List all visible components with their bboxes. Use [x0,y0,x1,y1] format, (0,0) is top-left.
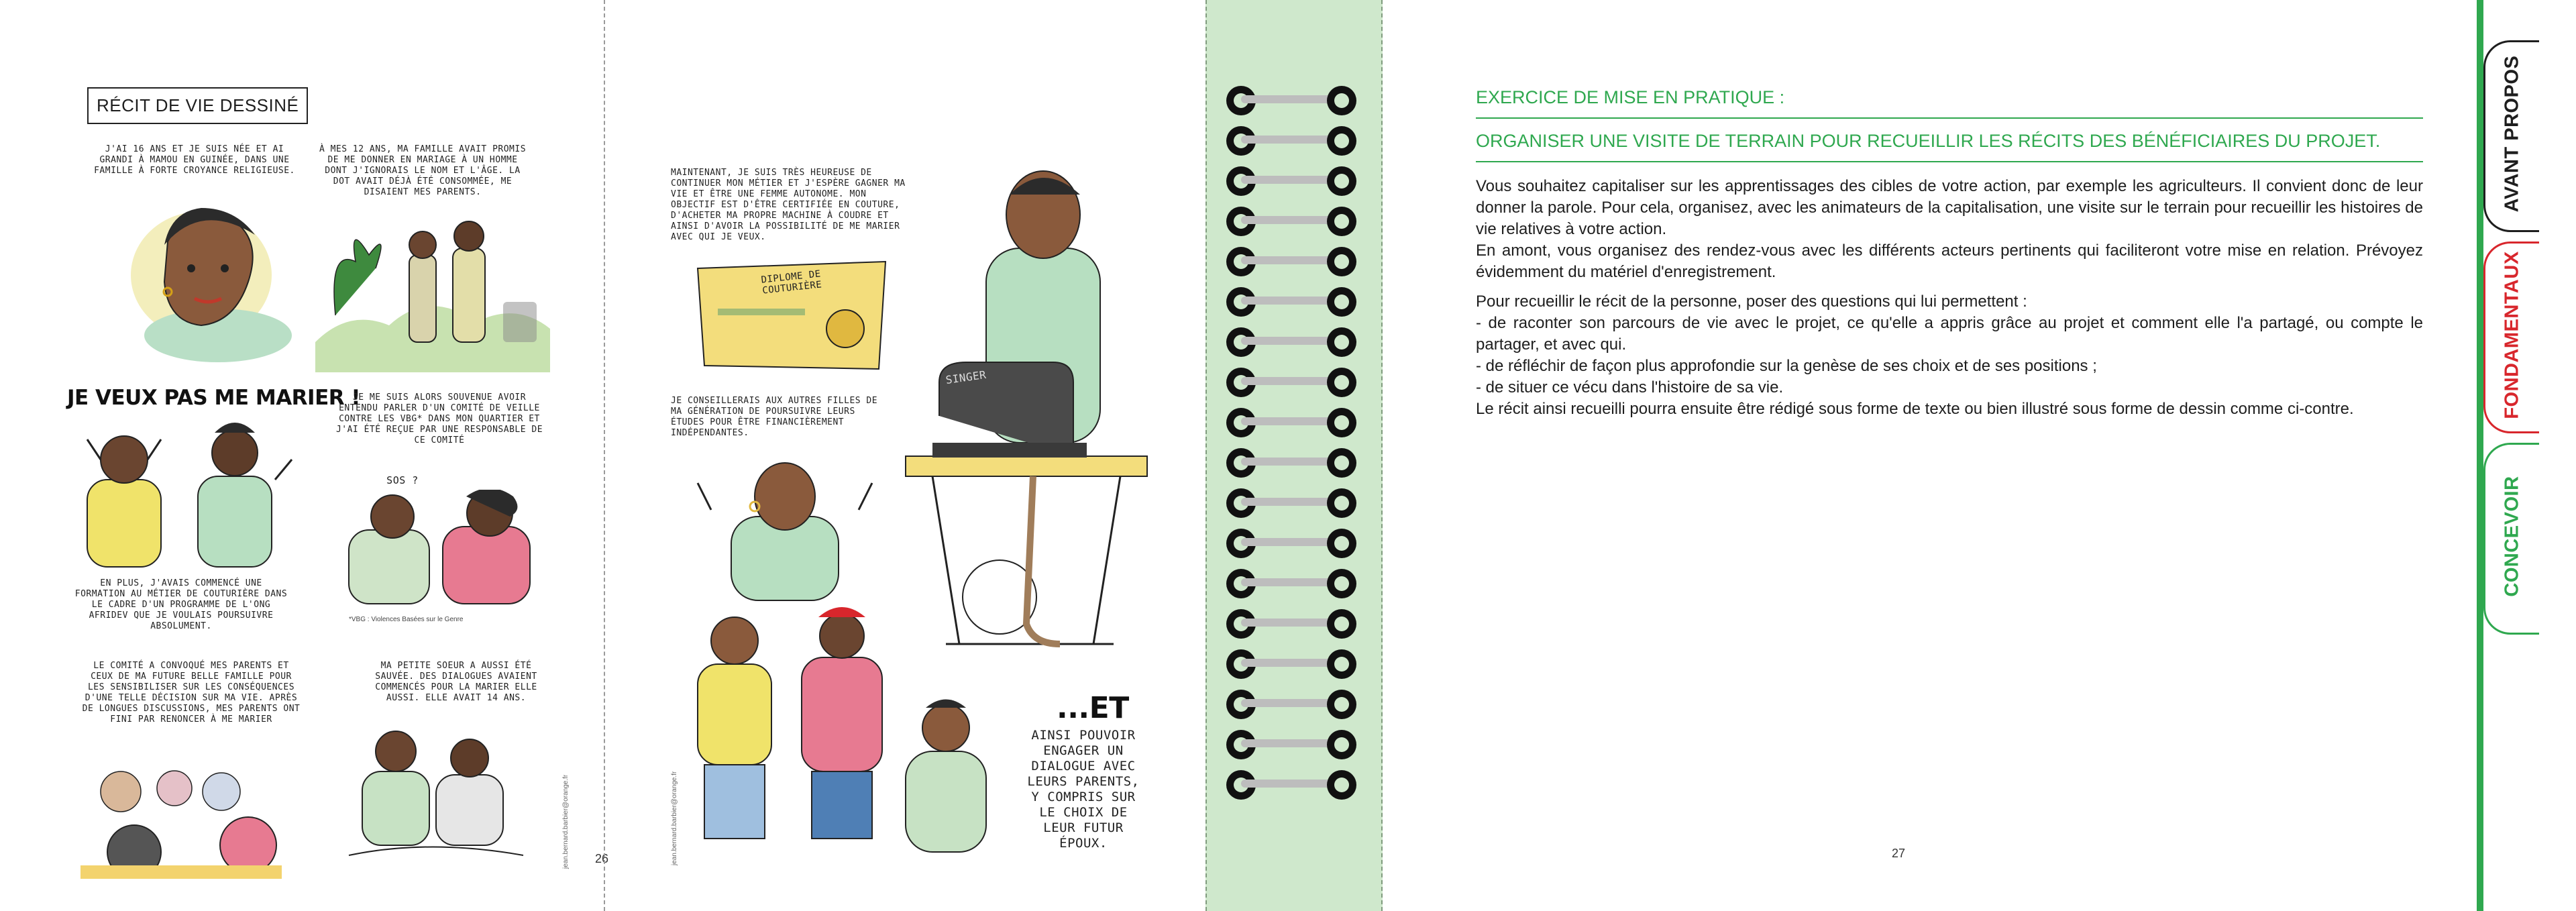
sewing-machine-brand: SINGER [945,368,987,387]
middle-credit: jean.bernard.barbier@orange.fr [671,771,678,865]
heading-rule-bottom [1476,161,2423,162]
family-discussion-illustration [80,751,282,879]
tab-concevoir-label: CONCEVOIR [2501,476,2523,597]
listening-girl-illustration [879,691,1013,865]
question-item: - de réfléchir de façon plus approfondie sur la genèse de ses choix et de ses positions ; [1476,357,2097,375]
committee-meeting-illustration [335,490,550,610]
page-fold-divider [604,0,605,911]
sisters-illustration [335,711,537,865]
page-number-left: 26 [595,852,609,865]
middle-panel-1-caption: MAINTENANT, JE SUIS TRÈS HEUREUSE DE CONTINUER MON MÉTIER ET J'ESPÈRE GAGNER MA VIE ET ÊTRE UNE FEMME AUTONOME. MON OBJECTIF EST D'ÊTRE CERTIFIÉE EN COUTURE, D'ACHETER MA PROPRE MACHINE À COUDRE ET AINSI D'AVOIR LA POSSIBILITÉ DE ME MARIER AVEC QUI JE VEUX. [671,168,906,242]
comic-title-frame: RÉCIT DE VIE DESSINÉ [87,87,308,124]
side-edge-strip [2477,0,2483,911]
heading-rule-top [1476,117,2423,119]
intro-paragraph: Vous souhaitez capitaliser sur les apprentissages des cibles de votre action, par exemple les agriculteurs. Il convient donc de leur donner la parole. Pour cela, organisez, avec les animateurs de la capitalisation, une visite sur le terrain pour recueillir les histoires de vie relatives à votre action. [1476,177,2423,238]
page-number-right: 27 [1892,847,1906,860]
advising-girl-illustration [691,449,879,604]
panel-4-caption: JE ME SUIS ALORS SOUVENUE AVOIR ENTENDU PARLER D'UN COMITÉ DE VEILLE CONTRE LES VBG* DANS MON QUARTIER ET J'AI ÉTÉ REÇUE PAR UNE RESPONSABLE DE CE COMITÉ [335,392,543,445]
exercise-heading: EXERCICE DE MISE EN PRATIQUE : [1476,87,1785,107]
tab-avant-propos[interactable] [2483,40,2539,232]
question-item: - de raconter son parcours de vie avec le projet, ce qu'elle a appris grâce au projet et comment elle l'a partagé, ou compte le partager, et avec qui. [1476,314,2423,354]
panel-5-caption: LE COMITÉ A CONVOQUÉ MES PARENTS ET CEUX DE MA FUTURE BELLE FAMILLE POUR LES SENSIBILISER SUR LES CONSÉQUENCES D'UNE TELLE DÉCISION SUR MA VIE. APRÈS DE LONGUES DISCUSSIONS, MES PARENTS ONT FINI PAR RENONCER À ME MARIER [82,661,301,725]
diploma-label: DIPLOME DE COUTURIÈRE [760,268,823,297]
panel-2-caption: À MES 12 ANS, MA FAMILLE AVAIT PROMIS DE ME DONNER EN MARIAGE À UN HOMME DONT J'IGNORAIS LE NOM ET L'ÂGE. LA DOT AVAIT DÉJÀ ÉTÉ CONSOMMÉE, ME DISAIENT MES PARENTS. [319,144,527,197]
tab-fondamentaux-label: FONDAMENTAUX [2501,251,2523,419]
exercise-subheading: ORGANISER UNE VISITE DE TERRAIN POUR RECUEILLIR LES RÉCITS DES BÉNÉFICIAIRES DU PROJET. [1476,131,2381,151]
tab-fondamentaux[interactable] [2483,242,2539,433]
questions-intro: Pour recueillir le récit de la personne, poser des questions qui lui permettent : [1476,292,2027,311]
panel-1-caption: J'AI 16 ANS ET JE SUIS NÉE ET AI GRANDI À MAMOU EN GUINÉE, DANS UNE FAMILLE À FORTE CROYANCE RELIGIEUSE. [94,144,295,176]
left-credit: jean.bernard.barbier@orange.fr [562,774,570,869]
footnote: *VBG : Violences Basées sur le Genre [349,616,464,623]
family-promise-illustration [309,208,557,372]
refusing-girl-illustration [74,413,295,570]
panel-6-caption: MA PETITE SOEUR A AUSSI ÉTÉ SAUVÉE. DES DIALOGUES AVAIENT COMMENCÉS POUR LA MARIER ELLE AUSSI. ELLE AVAIT 14 ANS. [375,661,537,703]
sos-caption: SOS ? [386,474,419,486]
preparation-paragraph: En amont, vous organisez des rendez-vous avec les différents acteurs pertinents qui faciliteront votre mise en relation. Prévoyez évidemment du matériel d'enregistrement. [1476,242,2423,281]
tab-avant-propos-label: AVANT PROPOS [2501,55,2523,213]
exercise-body [1476,176,2423,420]
girl-portrait-illustration [101,181,309,369]
question-item: - de situer ce vécu dans l'histoire de sa vie. [1476,378,1784,396]
middle-panel-2-caption: JE CONSEILLERAIS AUX AUTRES FILLES DE MA GÉNÉRATION DE POURSUIVRE LEURS ÉTUDES POUR ÊTRE FINANCIÈREMENT INDÉPENDANTES. [671,396,878,438]
spiral-rings [1224,84,1365,828]
middle-panel-3-caption: AINSI POUVOIR ENGAGER UN DIALOGUE AVEC LEURS PARENTS, Y COMPRIS SUR LE CHOIX DE LEUR FUTUR ÉPOUX. [1027,728,1140,851]
tab-concevoir[interactable] [2483,443,2539,635]
panel-3-caption: EN PLUS, J'AVAIS COMMENCÉ UNE FORMATION AU MÉTIER DE COUTURIÈRE DANS LE CADRE D'UN PROGRAMME DE L'ONG AFRIDEV QUE JE VOULAIS POURSUIVRE ABSOLUMENT. [74,578,288,631]
middle-et-caption: ...ET [1057,691,1129,725]
shout-caption: JE VEUX PAS ME MARIER ! [67,386,361,410]
conclusion-paragraph: Le récit ainsi recueilli pourra ensuite être rédigé sous forme de texte ou bien illustré sous forme de dessin comme ci-contre. [1476,400,2354,418]
